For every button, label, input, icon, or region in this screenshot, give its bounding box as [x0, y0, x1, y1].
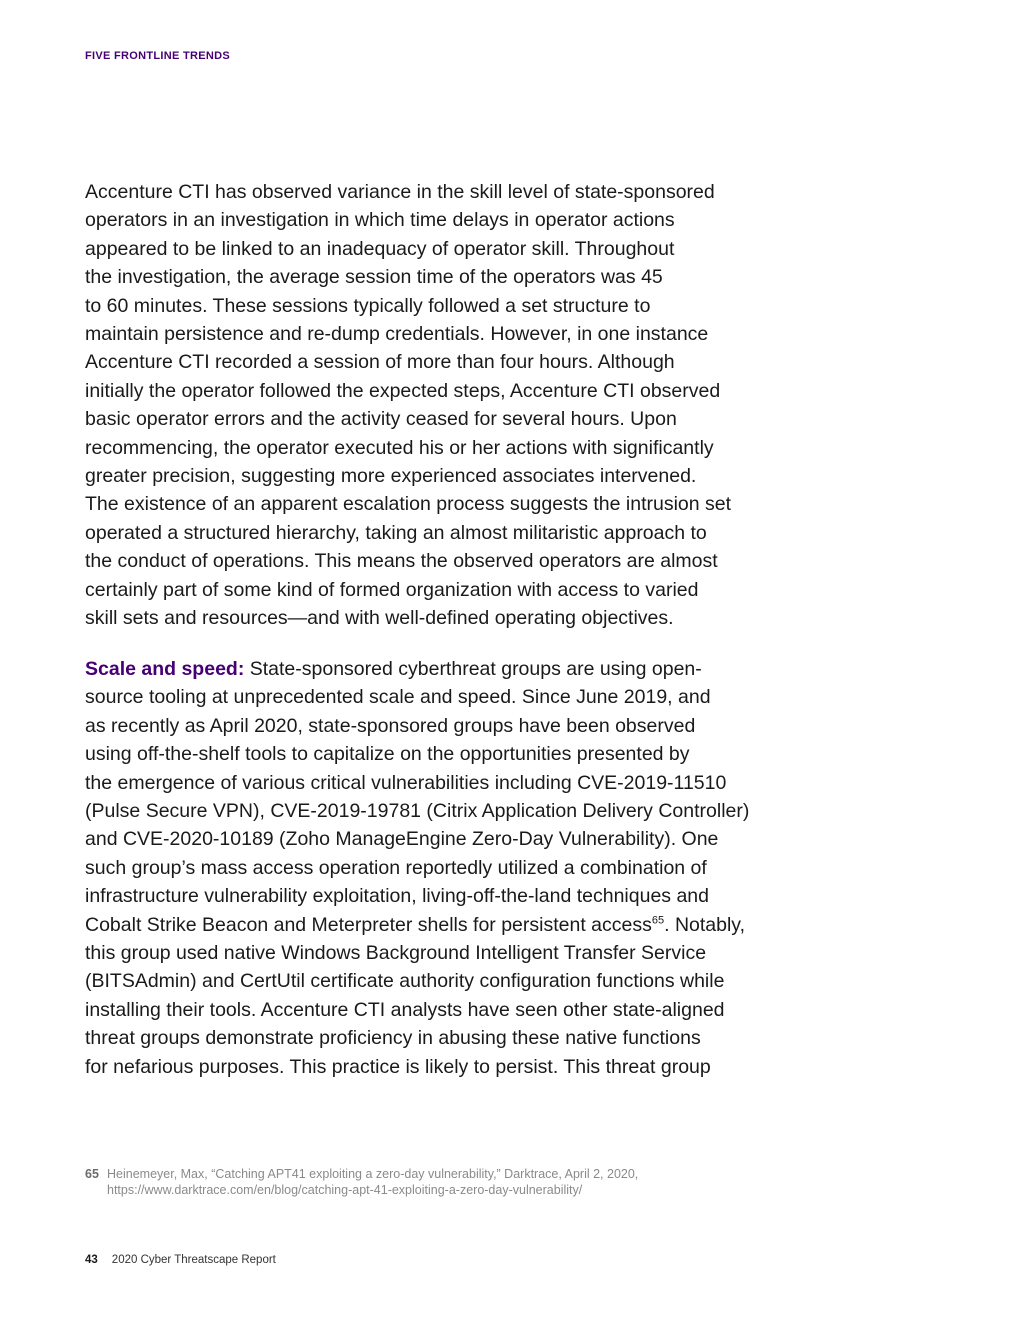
text-line: for nefarious purposes. This practice is likely to persist. This threat group — [85, 1055, 711, 1078]
text-line: certainly part of some kind of formed organization with access to varied — [85, 578, 699, 601]
text-line: appeared to be linked to an inadequacy of operator skill. Throughout — [85, 237, 675, 260]
text-line: initially the operator followed the expected steps, Accenture CTI observed — [85, 379, 721, 402]
text-line: The existence of an apparent escalation process suggests the intrusion set — [85, 493, 732, 516]
page-number: 43 — [85, 1254, 98, 1266]
section-label: FIVE FRONTLINE TRENDS — [85, 50, 231, 62]
paragraph-scale-and-speed — [85, 655, 805, 1081]
text-line: and CVE-2020-10189 (Zoho ManageEngine Zero-Day Vulnerability). One — [85, 828, 719, 851]
text-line: to 60 minutes. These sessions typically followed a set structure to — [85, 294, 651, 317]
text-line: maintain persistence and re-dump credentials. However, in one instance — [85, 323, 709, 346]
text-line: operated a structured hierarchy, taking an almost militaristic approach to — [85, 521, 707, 544]
text-line — [85, 655, 805, 683]
page-footer — [85, 1254, 276, 1266]
text-line: threat groups demonstrate proficiency in abusing these native functions — [85, 1027, 701, 1050]
text-line: the investigation, the average session time of the operators was 45 — [85, 266, 663, 289]
text-line: source tooling at unprecedented scale and speed. Since June 2019, and — [85, 686, 711, 709]
text-fragment: Cobalt Strike Beacon and Meterpreter shells for persistent access — [85, 913, 652, 936]
paragraph-variance-skill — [85, 178, 805, 633]
text-line — [85, 911, 805, 939]
text-line: greater precision, suggesting more experienced associates intervened. — [85, 465, 697, 488]
text-line: recommencing, the operator executed his or her actions with significantly — [85, 436, 714, 459]
text-line: skill sets and resources—and with well-defined operating objectives. — [85, 607, 674, 630]
footnote-reference[interactable]: 65 — [651, 914, 665, 927]
footnote — [85, 1166, 638, 1198]
text-line: the emergence of various critical vulnerabilities including CVE-2019-11510 — [85, 771, 727, 794]
text-line: the conduct of operations. This means the observed operators are almost — [85, 550, 718, 573]
report-title: 2020 Cyber Threatscape Report — [111, 1254, 276, 1266]
text-line: basic operator errors and the activity ceased for several hours. Upon — [85, 408, 677, 431]
text-line: infrastructure vulnerability exploitation, living-off-the-land techniques and — [85, 885, 709, 908]
text-line: Accenture CTI has observed variance in the skill level of state-sponsored — [85, 181, 715, 203]
text-line: as recently as April 2020, state-sponsored groups have been observed — [85, 714, 696, 737]
footnote-number: 65 — [85, 1167, 99, 1181]
text-line: operators in an investigation in which time delays in operator actions — [85, 209, 675, 232]
text-line: such group’s mass access operation reportedly utilized a combination of — [85, 856, 707, 879]
text-fragment: . Notably, — [664, 913, 746, 936]
paragraph-lead-heading: Scale and speed: — [85, 658, 245, 680]
text-line: (Pulse Secure VPN), CVE-2019-19781 (Citrix Application Delivery Controller) — [85, 800, 750, 823]
text-line: Accenture CTI recorded a session of more than four hours. Although — [85, 351, 675, 374]
text-line: this group used native Windows Background Intelligent Transfer Service — [85, 942, 707, 965]
text-fragment: State-sponsored cyberthreat groups are using open- — [244, 658, 702, 680]
footnote-url-link[interactable]: https://www.darktrace.com/en/blog/catching-apt-41-exploiting-a-zero-day-vulnerability/ — [107, 1183, 583, 1197]
text-line: using off-the-shelf tools to capitalize on the opportunities presented by — [85, 743, 690, 766]
text-line: installing their tools. Accenture CTI analysts have seen other state-aligned — [85, 998, 725, 1021]
footnote-citation: Heinemeyer, Max, “Catching APT41 exploiting a zero-day vulnerability,” Darktrace, April 2, 2020, — [107, 1167, 639, 1181]
text-line: (BITSAdmin) and CertUtil certificate authority configuration functions while — [85, 970, 725, 993]
